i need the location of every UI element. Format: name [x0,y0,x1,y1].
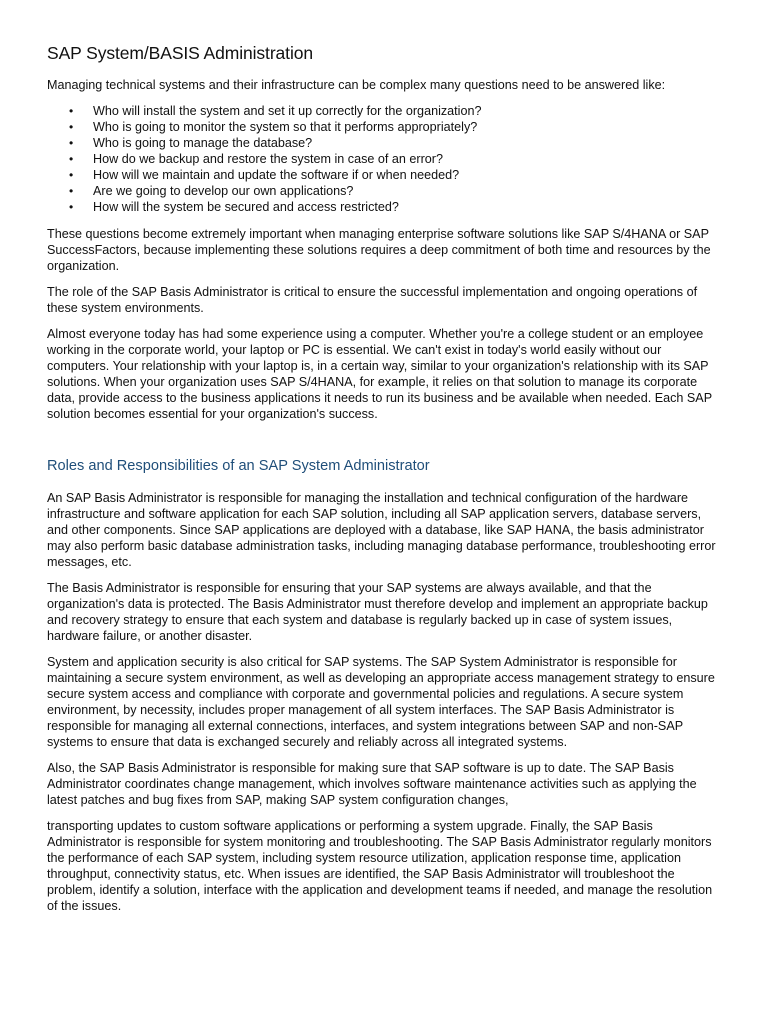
list-item [69,119,721,135]
list-item [69,167,721,183]
body-paragraph: transporting updates to custom software applications or performing a system upgrade. Finally, the SAP Basis Administrator is responsible for system monitoring and troubleshooting. The SAP Basis Administrator regularly monitors the performance of each SAP system, including system resource utilization, application response time, application throughput, connectivity status, etc. When issues are identified, the SAP Basis Administrator will troubleshoot the problem, identify a solution, interface with the application and development teams if needed, and manage the resolution of the issues. [47,819,713,913]
bullet-icon: • [69,136,74,150]
body-paragraph: These questions become extremely important when managing enterprise software solutions like SAP S/4HANA or SAP SuccessFactors, because implementing these solutions requires a deep commitment of both time and resources by the organization. [47,227,711,273]
bullet-icon: • [69,104,74,118]
bullet-icon: • [69,200,74,214]
intro-paragraph: Managing technical systems and their infrastructure can be complex many questions need to be answered like: [47,78,666,92]
body-paragraph: The role of the SAP Basis Administrator is critical to ensure the successful implementation and ongoing operations of these system environments. [47,285,698,315]
list-item [69,151,721,167]
body-paragraph: Almost everyone today has had some experience using a computer. Whether you're a college student or an employee working in the corporate world, your laptop or PC is essential. We can't exist in today's world easily without our computers. Your relationship with your laptop is, in a certain way, similar to your organization's relationship with its SAP solutions. When your organization uses SAP S/4HANA, for example, it relies on that solution to manage its corporate data, provide access to the business applications it needs to run its business and be available when needed. Each SAP solution becomes essential for your organization's success. [47,327,712,421]
list-item-text: Who will install the system and set it up correctly for the organization? [93,104,482,118]
bullet-icon: • [69,152,74,166]
list-item [69,199,721,215]
list-item-text: Are we going to develop our own applications? [93,184,354,198]
page-title: SAP System/BASIS Administration [47,43,313,63]
bullet-icon: • [69,184,74,198]
list-item [69,183,721,199]
body-paragraph: An SAP Basis Administrator is responsible for managing the installation and technical configuration of the hardware infrastructure and software application for each SAP solution, including all SAP application servers, database servers, and other components. Since SAP applications are deployed with a database, like SAP HANA, the basis administrator may also perform basic database administration tasks, including managing database performance, troubleshooting error messages, etc. [47,491,716,569]
list-item-text: How do we backup and restore the system in case of an error? [93,152,444,166]
list-item-text: How will the system be secured and access restricted? [93,200,399,214]
questions-list [47,103,721,215]
body-paragraph: Also, the SAP Basis Administrator is responsible for making sure that SAP software is up to date. The SAP Basis Administrator coordinates change management, which involves software maintenance activities such as applying the latest patches and bug fixes from SAP, making SAP system configuration changes, [47,761,697,807]
list-item [69,103,721,119]
bullet-icon: • [69,168,74,182]
body-paragraph: The Basis Administrator is responsible for ensuring that your SAP systems are always available, and that the organization's data is protected. The Basis Administrator must therefore develop and implement an appropriate backup and recovery strategy to ensure that each system and database is regularly backed up in case of system issues, hardware failure, or another disaster. [47,581,708,643]
list-item-text: Who is going to monitor the system so that it performs appropriately? [93,120,478,134]
list-item [69,135,721,151]
list-item-text: Who is going to manage the database? [93,136,313,150]
section-heading: Roles and Responsibilities of an SAP System Administrator [47,458,430,474]
list-item-text: How will we maintain and update the software if or when needed? [93,168,460,182]
body-paragraph: System and application security is also critical for SAP systems. The SAP System Administrator is responsible for maintaining a secure system environment, as well as developing an appropriate access management strategy to ensure secure system access and compliance with corporate and governmental policies and regulations. A secure system environment, by necessity, includes proper management of all system interfaces. The SAP Basis Administrator is responsible for managing all external connections, interfaces, and system integrations between SAP and non-SAP systems to ensure that data is exchanged securely and reliably across all integrated systems. [47,655,715,749]
bullet-icon: • [69,120,74,134]
